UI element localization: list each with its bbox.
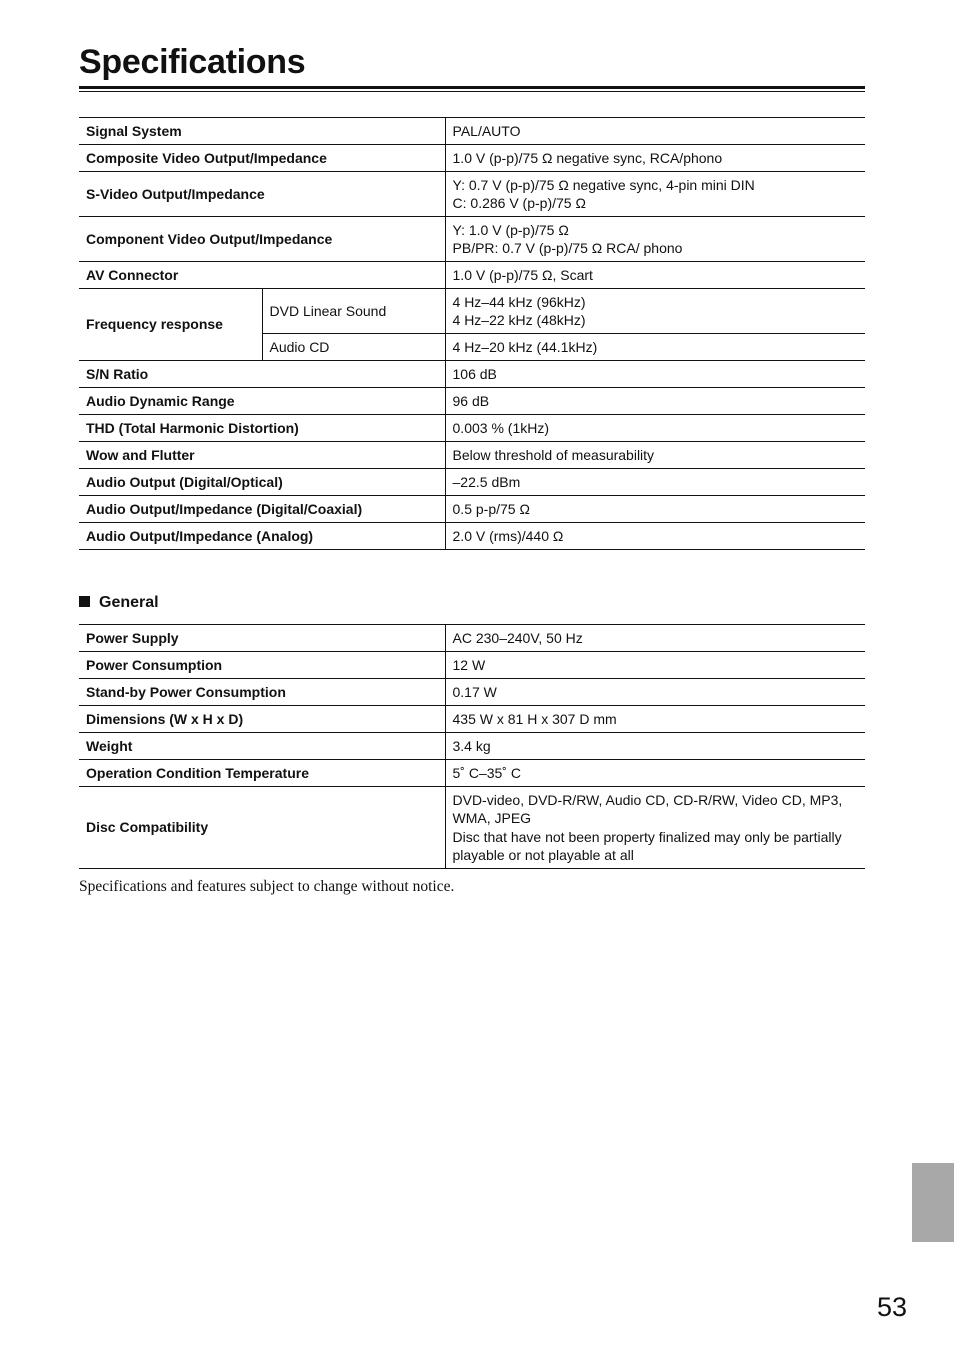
page-number: 53 [877,1292,908,1322]
spec-value-line: 12 W [452,656,486,673]
spec-value [445,496,865,523]
spec-label [79,625,445,652]
spec-label [79,145,445,172]
spec-label-text: AV Connector [86,266,179,283]
spec-row [79,388,865,415]
spec-label [79,415,445,442]
spec-label-text: Power Consumption [86,656,223,673]
spec-value [445,787,865,869]
spec-label [79,496,445,523]
spec-row [79,706,865,733]
spec-label [79,733,445,760]
spec-value-line: 435 W x 81 H x 307 D mm [452,710,617,727]
spec-label [79,787,445,869]
spec-row [79,172,865,217]
general-spec-table [79,624,865,869]
spec-label [79,388,445,415]
spec-value-line: 5˚ C–35˚ C [452,764,521,781]
spec-row [79,679,865,706]
audio-video-spec-table [79,117,865,550]
spec-row [79,625,865,652]
spec-label-text: Audio Output (Digital/Optical) [86,473,283,490]
spec-label-text: Audio Dynamic Range [86,392,235,409]
spec-value [445,172,865,217]
spec-label-text: Stand-by Power Consumption [86,683,286,700]
section-side-tab [912,1163,954,1242]
spec-value-line: 1.0 V (p-p)/75 Ω negative sync, RCA/phono [452,149,723,166]
spec-value [445,652,865,679]
spec-label [79,469,445,496]
spec-value-line: 106 dB [452,365,497,382]
spec-value-line: PB/PR: 0.7 V (p-p)/75 Ω RCA/ phono [452,240,683,256]
spec-sublabel [262,289,445,334]
spec-label [79,262,445,289]
spec-value-line: 1.0 V (p-p)/75 Ω, Scart [452,266,593,283]
spec-value [445,733,865,760]
spec-value-line: 3.4 kg [452,737,491,754]
spec-sublabel-text: Audio CD [269,338,330,355]
spec-row [79,787,865,869]
spec-value-line: –22.5 dBm [452,473,521,490]
spec-row [79,496,865,523]
spec-label-text: Disc Compatibility [86,819,209,836]
spec-value-line: Disc that have not been property finalized may only be partially [452,828,842,845]
spec-label-text: Component Video Output/Impedance [86,230,333,247]
spec-value-line: 4 Hz–44 kHz (96kHz) [452,293,586,310]
spec-value [445,523,865,550]
spec-value [445,442,865,469]
spec-value-line: DVD-video, DVD-R/RW, Audio CD, CD-R/RW, Video CD, MP3, [452,791,843,808]
spec-row [79,217,865,262]
spec-value-line: C: 0.286 V (p-p)/75 Ω [452,195,586,211]
spec-value-line: 96 dB [452,392,490,409]
spec-row [79,733,865,760]
spec-label-text: Signal System [86,122,182,139]
general-heading-text: General [99,594,159,611]
spec-sublabel-text: DVD Linear Sound [269,302,387,319]
spec-value-line: Below threshold of measurability [452,446,655,463]
spec-value [445,415,865,442]
spec-value [445,679,865,706]
spec-value-line: PAL/AUTO [452,122,521,139]
spec-value-line: 4 Hz–22 kHz (48kHz) [452,312,586,328]
spec-row [79,415,865,442]
spec-row [79,145,865,172]
spec-row [79,289,865,334]
spec-label-text: S/N Ratio [86,365,149,382]
spec-value-line: Y: 1.0 V (p-p)/75 Ω [452,221,569,238]
spec-label [79,172,445,217]
title-rule-thin [79,91,865,92]
spec-label-text: S-Video Output/Impedance [86,185,265,202]
title-rule [79,86,865,89]
spec-row [79,652,865,679]
spec-value-line: WMA, JPEG [452,810,532,826]
spec-value-line: 0.003 % (1kHz) [452,419,549,436]
spec-label-text: Weight [86,737,133,754]
spec-value [445,388,865,415]
spec-value-line: 0.17 W [452,683,497,700]
spec-label-text: Audio Output/Impedance (Analog) [86,527,314,544]
spec-value [445,289,865,334]
spec-label [79,679,445,706]
spec-label [79,118,445,145]
spec-label [79,706,445,733]
spec-value [445,262,865,289]
spec-value [445,361,865,388]
spec-value [445,760,865,787]
spec-row [79,442,865,469]
square-bullet-icon [79,596,90,607]
spec-value-line: Y: 0.7 V (p-p)/75 Ω negative sync, 4-pin mini DIN [452,176,755,193]
spec-row [79,361,865,388]
spec-value-line: AC 230–240V, 50 Hz [452,629,583,646]
spec-value [445,706,865,733]
spec-label-text: THD (Total Harmonic Distortion) [86,419,299,436]
spec-label-text: Dimensions (W x H x D) [86,710,244,727]
spec-row [79,760,865,787]
spec-label-text: Wow and Flutter [86,446,195,463]
spec-value-line: 2.0 V (rms)/440 Ω [452,527,564,544]
spec-row [79,118,865,145]
spec-label [79,652,445,679]
spec-value [445,145,865,172]
spec-row [79,262,865,289]
page-title: Specifications [79,43,306,81]
spec-label [79,760,445,787]
spec-label-text: Frequency response [86,316,223,333]
general-section-heading [79,593,159,613]
spec-value [445,217,865,262]
spec-value [445,625,865,652]
spec-label-text: Audio Output/Impedance (Digital/Coaxial) [86,500,363,517]
spec-label-text: Operation Condition Temperature [86,764,309,781]
spec-row [79,523,865,550]
spec-label [79,217,445,262]
spec-value [445,469,865,496]
spec-value-line: 4 Hz–20 kHz (44.1kHz) [452,338,598,355]
spec-label-text: Composite Video Output/Impedance [86,149,327,166]
spec-value-line: 0.5 p-p/75 Ω [452,500,530,517]
spec-value-line: playable or not playable at all [452,847,634,863]
spec-label-text: Power Supply [86,629,179,646]
spec-label [79,289,262,361]
spec-value [445,118,865,145]
spec-value [445,334,865,361]
spec-label [79,523,445,550]
spec-label [79,361,445,388]
spec-row [79,469,865,496]
spec-sublabel [262,334,445,361]
disclaimer-note: Specifications and features subject to change without notice. [79,878,455,895]
spec-label [79,442,445,469]
